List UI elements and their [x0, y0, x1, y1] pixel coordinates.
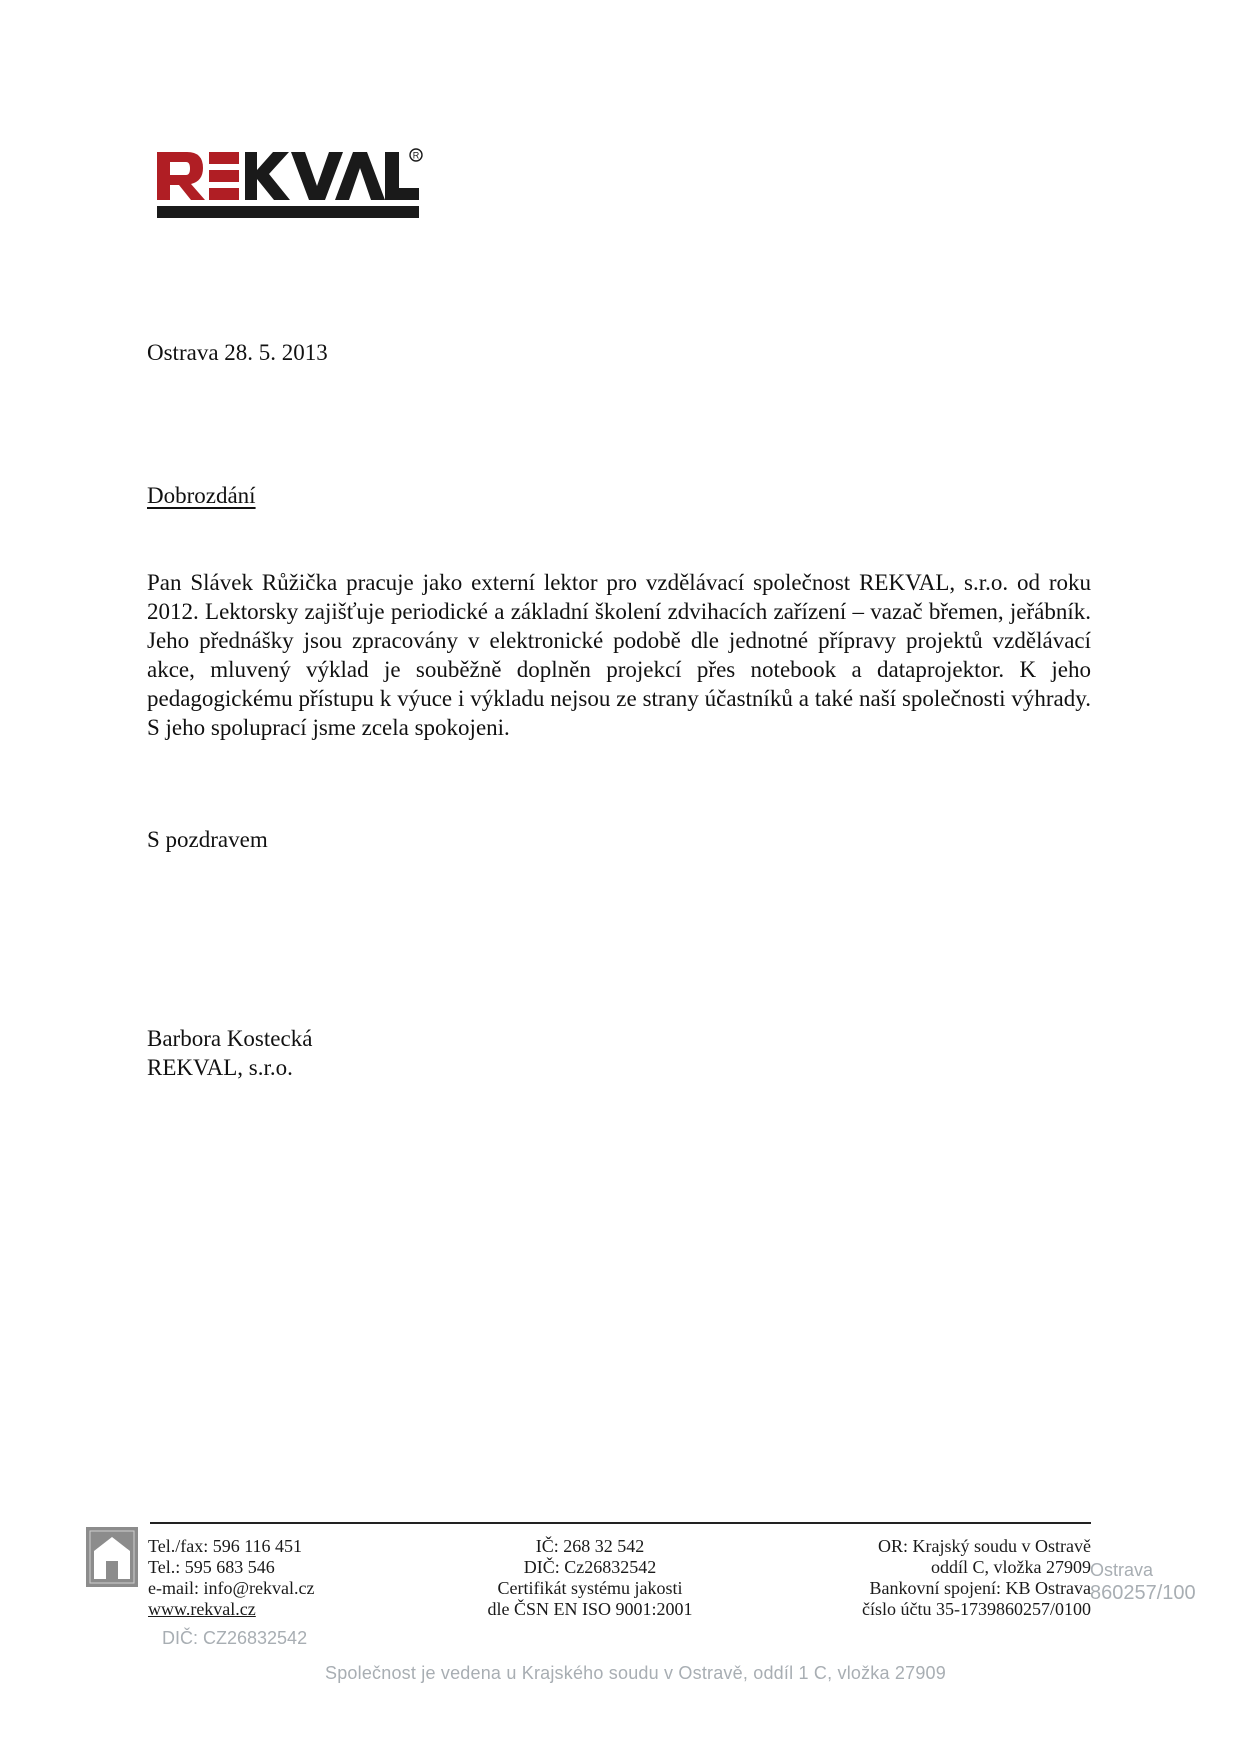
house-emblem-icon [86, 1527, 138, 1587]
stamp-dic: DIČ: CZ26832542 [162, 1628, 308, 1648]
footer-court-section: oddíl C, vložka 27909 [931, 1557, 1091, 1577]
footer-court-register: OR: Krajský soudu v Ostravě [878, 1536, 1091, 1556]
stamp-ostrava: Ostrava [1090, 1560, 1154, 1580]
footer-phone-fax: Tel./fax: 596 116 451 [148, 1536, 303, 1556]
footer-dic: DIČ: Cz26832542 [523, 1557, 657, 1577]
footer-website: www.rekval.cz [148, 1599, 256, 1619]
letter-subject: Dobrozdání [147, 483, 256, 508]
footer-account: číslo účtu 35-1739860257/0100 [862, 1599, 1091, 1619]
footer-email: e-mail: info@rekval.cz [148, 1578, 315, 1598]
signature-name: Barbora Kostecká [147, 1026, 313, 1051]
footer-certificate: Certifikát systému jakosti [497, 1578, 683, 1598]
footer-ic: IČ: 268 32 542 [535, 1536, 645, 1556]
footer-phone: Tel.: 595 683 546 [148, 1557, 275, 1577]
footer-registry [780, 1536, 1091, 1620]
letter-body: Pan Slávek Růžička pracuje jako externí lektor pro vzdělávací společnost REKVAL, s.r.o. od roku 2012. Lektorsky zajišťuje periodické a základní školení zdvihacích zařízení – vazač břemen, jeřábník. Jeho přednášky jsou zpracovány v elektronické podobě dle jednotné přípravy projektů vzdělávací akce, mluvený výklad je souběžně doplněn projekcí přes notebook a dataprojektor. K jeho pedagogickému přístupu k výuce i výkladu nejsou ze strany účastníků a také naší společnosti výhrady. S jeho spoluprací jsme zcela spokojeni. [147, 570, 1091, 740]
svg-text:R: R [412, 150, 420, 161]
logo-letters [157, 152, 419, 218]
footer-iso: dle ČSN EN ISO 9001:2001 [487, 1599, 693, 1619]
letter-date: Ostrava 28. 5. 2013 [147, 340, 328, 365]
footer-divider [150, 1522, 1091, 1524]
stamp-account: 860257/100 [1090, 1582, 1196, 1604]
signature-company: REKVAL, s.r.o. [147, 1055, 293, 1080]
company-logo [157, 148, 427, 218]
letter-closing: S pozdravem [147, 827, 268, 852]
stamp-court-line: Společnost je vedena u Krajského soudu v Ostravě, oddíl 1 C, vložka 27909 [325, 1663, 946, 1683]
footer-bank: Bankovní spojení: KB Ostrava [869, 1578, 1091, 1598]
footer-contacts [148, 1536, 315, 1620]
footer-company-ids [460, 1536, 720, 1620]
registered-mark-icon [410, 149, 422, 161]
